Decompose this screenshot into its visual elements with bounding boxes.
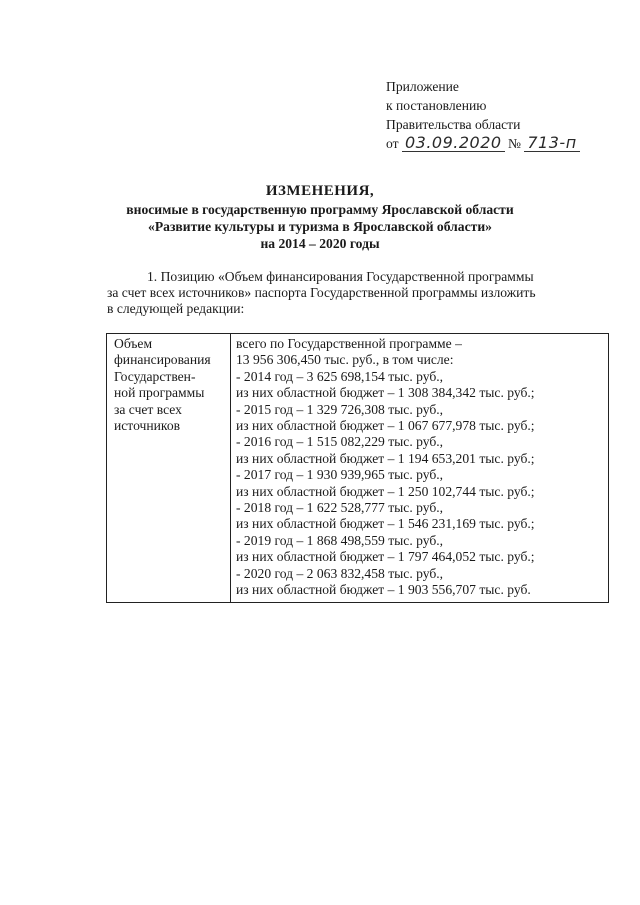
handwritten-date: 03.09.2020 <box>402 135 505 152</box>
document-title <box>0 181 640 252</box>
appendix-date-line <box>386 134 580 153</box>
value-line: из них областной бюджет – 1 308 384,342 тыс. руб.; <box>236 385 535 401</box>
value-line: - 2019 год – 1 868 498,559 тыс. руб., <box>236 532 444 548</box>
financing-table <box>106 333 609 603</box>
appendix-label: Приложение <box>386 79 459 94</box>
paragraph-line-1: 1. Позицию «Объем финансирования Государственной программы <box>147 269 534 284</box>
title-heading: ИЗМЕНЕНИЯ, <box>265 183 375 199</box>
instruction-paragraph <box>107 269 615 317</box>
table-row <box>107 334 609 603</box>
financing-values-cell <box>231 334 609 603</box>
label-line: Государствен- <box>114 368 196 384</box>
number-prefix: № <box>507 136 521 151</box>
value-line: из них областной бюджет – 1 903 556,707 тыс. руб. <box>236 582 531 598</box>
value-line: из них областной бюджет – 1 546 231,169 тыс. руб.; <box>236 516 535 532</box>
label-line: ной программы <box>114 385 205 401</box>
value-line: из них областной бюджет – 1 067 677,978 тыс. руб.; <box>236 418 535 434</box>
title-line-1: вносимые в государственную программу Ярославской области <box>126 202 514 217</box>
paragraph-line-2: за счет всех источников» паспорта Государственной программы изложить <box>107 285 536 300</box>
appendix-government-label: Правительства области <box>386 117 521 132</box>
value-line: - 2017 год – 1 930 939,965 тыс. руб., <box>236 467 444 483</box>
value-line: - 2016 год – 1 515 082,229 тыс. руб., <box>236 434 444 450</box>
value-line: из них областной бюджет – 1 194 653,201 тыс. руб.; <box>236 450 535 466</box>
paragraph-line-3: в следующей редакции: <box>107 301 245 316</box>
title-line-3: на 2014 – 2020 годы <box>260 236 380 251</box>
value-line: - 2015 год – 1 329 726,308 тыс. руб., <box>236 401 444 417</box>
financing-label-cell <box>107 334 231 603</box>
label-line: источников <box>114 418 181 434</box>
value-line: 13 956 306,450 тыс. руб., в том числе: <box>236 352 454 368</box>
label-line: финансирования <box>114 352 211 368</box>
value-line: - 2018 год – 1 622 528,777 тыс. руб., <box>236 500 444 516</box>
handwritten-number: 713-п <box>524 135 579 152</box>
value-line: из них областной бюджет – 1 797 464,052 тыс. руб.; <box>236 549 535 565</box>
value-line: - 2020 год – 2 063 832,458 тыс. руб., <box>236 565 444 581</box>
appendix-resolution-label: к постановлению <box>386 98 487 113</box>
value-line: - 2014 год – 3 625 698,154 тыс. руб., <box>236 368 444 384</box>
appendix-header <box>386 77 580 153</box>
value-line: всего по Государственной программе – <box>236 336 462 351</box>
value-line: из них областной бюджет – 1 250 102,744 тыс. руб.; <box>236 483 535 499</box>
label-line: за счет всех <box>114 401 182 417</box>
label-line: Объем <box>114 336 153 351</box>
title-line-2: «Развитие культуры и туризма в Ярославской области» <box>148 219 492 234</box>
date-prefix: от <box>386 136 399 151</box>
